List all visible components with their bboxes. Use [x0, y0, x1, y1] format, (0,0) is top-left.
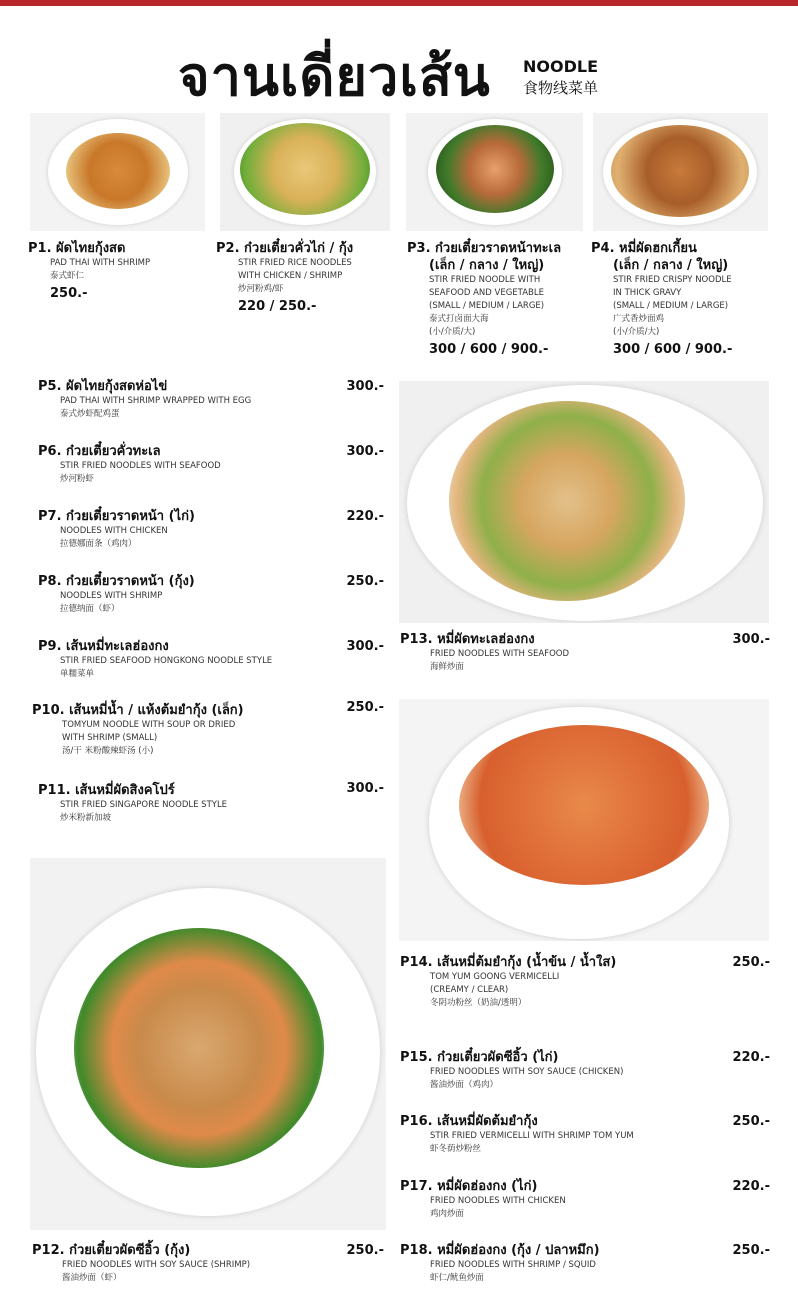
price-p18: 250.-	[732, 1243, 770, 1258]
price: 220 / 250.-	[238, 299, 317, 314]
page-title-english: NOODLE	[523, 57, 598, 76]
page-title: จานเดี่ยวเส้น	[178, 45, 491, 108]
photo-p14	[399, 699, 769, 941]
price: 250.-	[50, 286, 88, 301]
top-accent-bar	[0, 0, 798, 6]
price-p6: 300.-	[346, 444, 384, 459]
price-p16: 250.-	[732, 1114, 770, 1129]
price-p11: 300.-	[346, 781, 384, 796]
price-p17: 220.-	[732, 1179, 770, 1194]
photo-p3	[406, 113, 583, 231]
page-title-chinese: 食物线菜单	[523, 79, 599, 97]
price-p8: 250.-	[346, 574, 384, 589]
menu-item-p4: P4. หมี่ผัดฮกเกี้ยน (เล็ก / กลาง / ใหญ่) STIR FRIED CRISPY NOODLE IN THICK GRAVY (SMALL / MEDIUM / LARGE) 广式香炒面鸡 (小/介质/大) 300 / 600 / 900.-	[591, 240, 781, 359]
menu-item-p9: P9. เส้นหมี่ทะเลฮ่องกง STIR FRIED SEAFOOD HONGKONG NOODLE STYLE 单糯菜单	[38, 639, 273, 679]
menu-item-p7: P7. ก๋วยเตี๋ยวราดหน้า (ไก่) NOODLES WITH CHICKEN 拉德娜面条（鸡肉）	[38, 509, 195, 549]
menu-item-p16: P16. เส้นหมี่ผัดต้มยำกุ้ง STIR FRIED VERMICELLI WITH SHRIMP TOM YUM 虾冬荫炒粉丝	[400, 1114, 634, 1154]
menu-item-p1: P1. ผัดไทยกุ้งสด PAD THAI WITH SHRIMP 泰式虾仁 250.-	[28, 240, 208, 303]
price-p13: 300.-	[732, 632, 770, 647]
price-p9: 300.-	[346, 639, 384, 654]
photo-p2	[220, 113, 390, 231]
photo-p12	[30, 858, 386, 1230]
menu-item-p6: P6. ก๋วยเตี๋ยวคั่วทะเล STIR FRIED NOODLES WITH SEAFOOD 炒河粉虾	[38, 444, 221, 484]
price-p14: 250.-	[732, 955, 770, 970]
price: 300 / 600 / 900.-	[613, 342, 733, 357]
price-p7: 220.-	[346, 509, 384, 524]
menu-item-p18: P18. หมี่ผัดฮ่องกง (กุ้ง / ปลาหมึก) FRIED NOODLES WITH SHRIMP / SQUID 虾仁/鱿鱼炒面	[400, 1243, 600, 1283]
menu-item-p11: P11. เส้นหมี่ผัดสิงคโปร์ STIR FRIED SINGAPORE NOODLE STYLE 炒米粉新加坡	[38, 783, 228, 823]
menu-item-p10: P10. เส้นหมี่น้ำ / แห้งต้มยำกุ้ง (เล็ก) TOMYUM NOODLE WITH SOUP OR DRIED WITH SHRIMP (SMALL) 汤/干 米粉酸辣虾汤 (小)	[32, 703, 244, 756]
menu-item-p13: P13. หมี่ผัดทะเลฮ่องกง FRIED NOODLES WITH SEAFOOD 海鲜炒面	[400, 632, 570, 672]
price-p5: 300.-	[346, 379, 384, 394]
menu-item-p5: P5. ผัดไทยกุ้งสดห่อไข่ PAD THAI WITH SHRIMP WRAPPED WITH EGG 泰式炒虾配鸡蛋	[38, 379, 252, 419]
menu-item-p2: P2. ก๋วยเตี๋ยวคั่วไก่ / กุ้ง STIR FRIED RICE NOODLES WITH CHICKEN / SHRIMP 炒河粉鸡/虾 220 / 250.-	[216, 240, 401, 316]
price: 300 / 600 / 900.-	[429, 342, 549, 357]
price-p12: 250.-	[346, 1243, 384, 1258]
menu-item-p8: P8. ก๋วยเตี๋ยวราดหน้า (กุ้ง) NOODLES WITH SHRIMP 拉德纳面（虾）	[38, 574, 195, 614]
photo-p13	[399, 381, 769, 623]
photo-p1	[30, 113, 205, 231]
menu-item-p3: P3. ก๋วยเตี๋ยวราดหน้าทะเล (เล็ก / กลาง / ใหญ่) STIR FRIED NOODLE WITH SEAFOOD AND VEGETABLE (SMALL / MEDIUM / LARGE) 泰式打卤面大海 (小/介质/大) 300 / 600 / 900.-	[407, 240, 587, 359]
menu-item-p12: P12. ก๋วยเตี๋ยวผัดซีอิ้ว (กุ้ง) FRIED NOODLES WITH SOY SAUCE (SHRIMP) 酱油炒面（虾）	[32, 1243, 251, 1283]
menu-item-p15: P15. ก๋วยเตี๋ยวผัดซีอิ้ว (ไก่) FRIED NOODLES WITH SOY SAUCE (CHICKEN) 酱油炒面（鸡肉）	[400, 1050, 624, 1090]
price-p15: 220.-	[732, 1050, 770, 1065]
photo-p4	[593, 113, 768, 231]
menu-item-p17: P17. หมี่ผัดฮ่องกง (ไก่) FRIED NOODLES WITH CHICKEN 鸡肉炒面	[400, 1179, 566, 1219]
menu-item-p14: P14. เส้นหมี่ต้มยำกุ้ง (น้ำข้น / น้ำใส) TOM YUM GOONG VERMICELLI (CREAMY / CLEAR) 冬阴功粉丝（奶油/透明）	[400, 955, 617, 1008]
price-p10: 250.-	[346, 700, 384, 715]
